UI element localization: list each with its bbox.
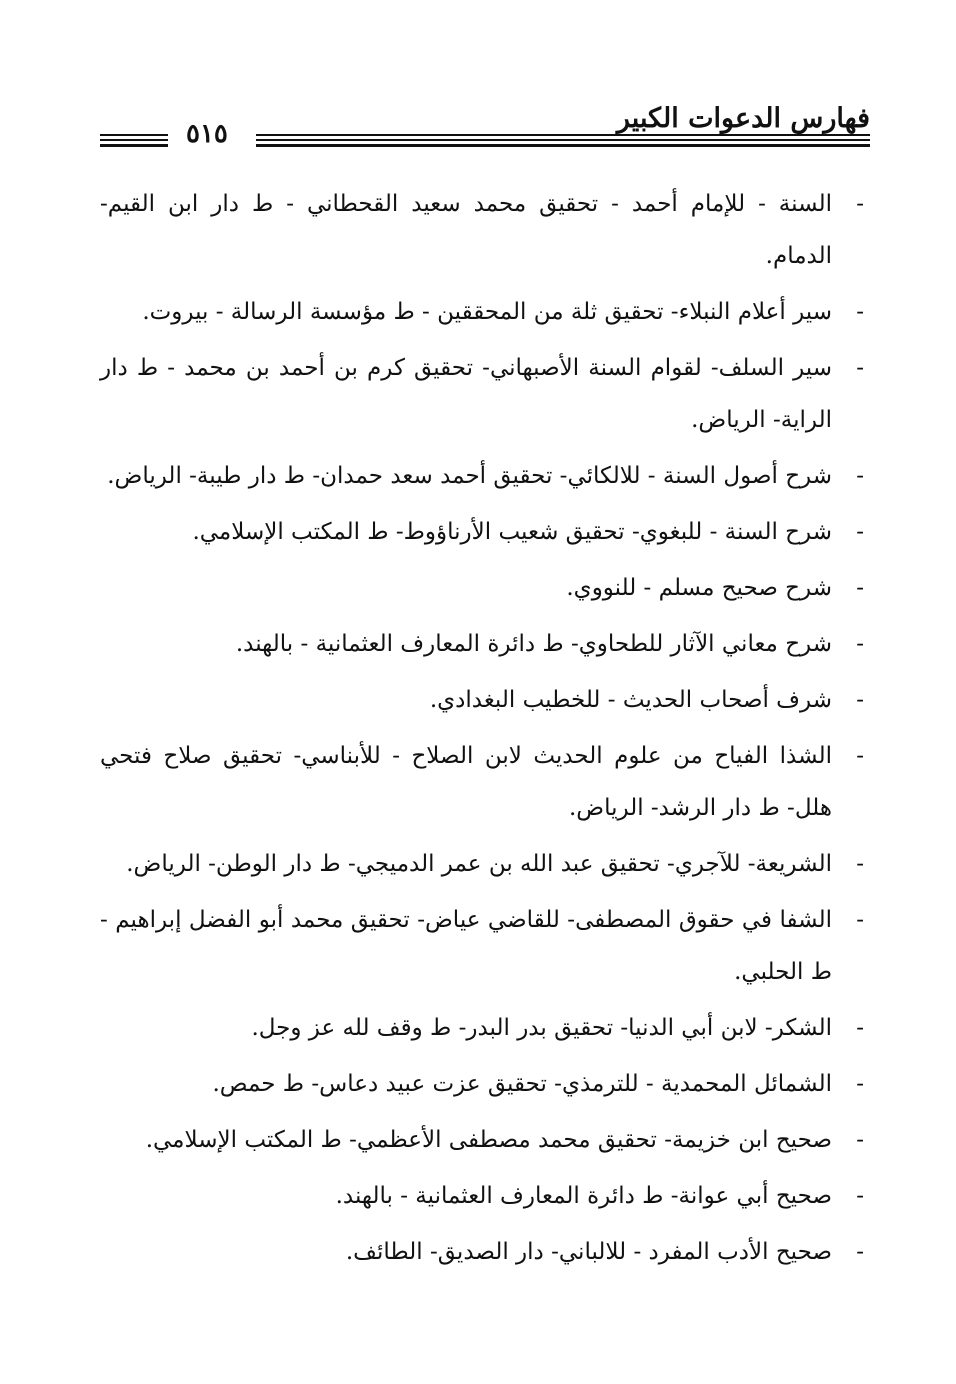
entry-dash: - bbox=[856, 575, 864, 601]
entry-text: الشكر- لابن أبي الدنيا- تحقيق بدر البدر- ط وقف لله عز وجل. bbox=[251, 1015, 832, 1041]
entry-dash: - bbox=[856, 1239, 864, 1265]
entry-dash: - bbox=[856, 1183, 864, 1209]
entry-text: شرح أصول السنة - للالكائي- تحقيق أحمد سعد حمدان- ط دار طيبة- الرياض. bbox=[107, 463, 832, 489]
bibliography-entry bbox=[100, 838, 868, 890]
bibliography-entry bbox=[100, 894, 868, 998]
entry-text: شرف أصحاب الحديث - للخطيب البغدادي. bbox=[429, 687, 832, 713]
header-rule-right bbox=[256, 134, 870, 146]
entry-text: سير السلف- لقوام السنة الأصبهاني- تحقيق كرم بن أحمد بن محمد - ط دار الراية- الرياض. bbox=[100, 355, 833, 433]
bibliography-entry bbox=[100, 286, 868, 338]
entry-dash: - bbox=[856, 743, 864, 769]
entry-dash: - bbox=[856, 463, 864, 489]
page-header bbox=[100, 98, 870, 158]
entry-dash: - bbox=[856, 299, 864, 325]
bibliography-entry bbox=[100, 178, 868, 282]
bibliography-entry bbox=[100, 342, 868, 446]
header-rule-left bbox=[100, 134, 168, 146]
entry-dash: - bbox=[856, 1127, 864, 1153]
entry-text: صحيح الأدب المفرد - للالباني- دار الصديق- الطائف. bbox=[345, 1239, 832, 1265]
entry-dash: - bbox=[856, 355, 864, 381]
bibliography-entry bbox=[100, 1058, 868, 1110]
entry-dash: - bbox=[856, 191, 864, 217]
entry-text: الشريعة- للآجري- تحقيق عبد الله بن عمر الدميجي- ط دار الوطن- الرياض. bbox=[126, 851, 832, 877]
bibliography-entry bbox=[100, 674, 868, 726]
running-title: فهارس الدعوات الكبير bbox=[616, 103, 870, 134]
entry-dash: - bbox=[856, 851, 864, 877]
bibliography-entry bbox=[100, 1002, 868, 1054]
entry-text: صحيح ابن خزيمة- تحقيق محمد مصطفى الأعظمي- ط المكتب الإسلامي. bbox=[145, 1127, 832, 1153]
entry-dash: - bbox=[856, 631, 864, 657]
entry-text: سير أعلام النبلاء- تحقيق ثلة من المحققين - ط مؤسسة الرسالة - بيروت. bbox=[142, 299, 832, 325]
bibliography-entry bbox=[100, 1226, 868, 1278]
entry-text: شرح معاني الآثار للطحاوي- ط دائرة المعارف العثمانية - بالهند. bbox=[235, 631, 832, 657]
entry-dash: - bbox=[856, 1015, 864, 1041]
entry-text: الشذا الفياح من علوم الحديث لابن الصلاح - للأبناسي- تحقيق صلاح فتحي هلل- ط دار الرشد- الرياض. bbox=[100, 743, 832, 821]
page-number: ٥١٥ bbox=[186, 119, 228, 149]
entry-dash: - bbox=[856, 519, 864, 545]
bibliography-entry bbox=[100, 1170, 868, 1222]
entry-text: صحيح أبي عوانة- ط دائرة المعارف العثمانية - بالهند. bbox=[335, 1183, 832, 1209]
bibliography-entry bbox=[100, 730, 868, 834]
entry-dash: - bbox=[856, 687, 864, 713]
bibliography-list bbox=[100, 178, 868, 1282]
bibliography-entry bbox=[100, 562, 868, 614]
entry-text: الشفا في حقوق المصطفى- للقاضي عياض- تحقيق محمد أبو الفضل إبراهيم - ط الحلبي. bbox=[100, 907, 832, 985]
bibliography-entry bbox=[100, 506, 868, 558]
entry-dash: - bbox=[856, 1071, 864, 1097]
entry-text: الشمائل المحمدية - للترمذي- تحقيق عزت عبيد دعاس- ط حمص. bbox=[212, 1071, 832, 1097]
entry-text: شرح السنة - للبغوي- تحقيق شعيب الأرناؤوط- ط المكتب الإسلامي. bbox=[192, 519, 832, 545]
entry-text: السنة - للإمام أحمد - تحقيق محمد سعيد القحطاني - ط دار ابن القيم- الدمام. bbox=[100, 191, 832, 269]
bibliography-entry bbox=[100, 1114, 868, 1166]
bibliography-entry bbox=[100, 450, 868, 502]
entry-text: شرح صحيح مسلم - للنووي. bbox=[566, 575, 832, 601]
bibliography-entry bbox=[100, 618, 868, 670]
entry-dash: - bbox=[856, 907, 864, 933]
